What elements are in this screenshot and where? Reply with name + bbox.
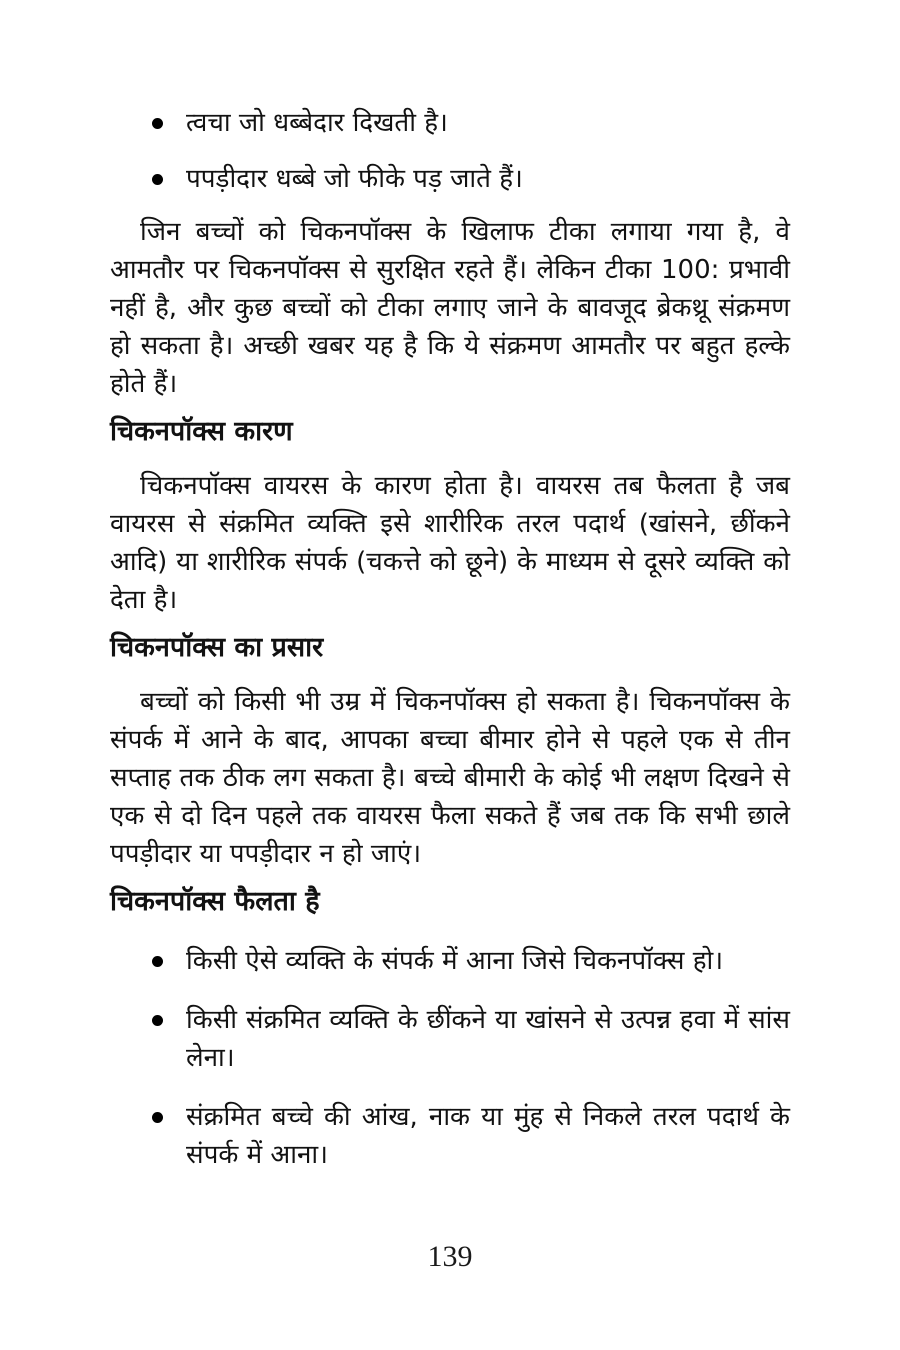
bullet-icon: [152, 1015, 163, 1026]
list-item: [110, 1098, 790, 1174]
bullet-icon: [152, 118, 163, 129]
bullet-icon: [152, 1112, 163, 1123]
bullet-text: त्वचा जो धब्बेदार दिखती है।: [186, 108, 448, 138]
page-number: 139: [427, 1240, 473, 1273]
page-content: [110, 104, 790, 1174]
transmission-bullet-list: [110, 942, 790, 1174]
section-heading-transmission: चिकनपॉक्स फैलता है: [110, 886, 320, 917]
list-item: [110, 104, 790, 142]
bullet-text: किसी ऐसे व्यक्ति के संपर्क में आना जिसे चिकनपॉक्स हो।: [186, 946, 724, 976]
bullet-text: किसी संक्रमित व्यक्ति के छींकने या खांसने से उत्पन्न हवा में सांस लेना।: [186, 1005, 790, 1073]
bullet-text: संक्रमित बच्चे की आंख, नाक या मुंह से निकले तरल पदार्थ के संपर्क में आना।: [186, 1102, 790, 1170]
spread-paragraph: बच्चों को किसी भी उम्र में चिकनपॉक्स हो सकता है। चिकनपॉक्स के संपर्क में आने के बाद, आपका बच्चा बीमार होने से पहले एक से तीन सप्ताह तक ठीक लग सकता है। बच्चे बीमारी के कोई भी लक्षण दिखने से एक से दो दिन पहले तक वायरस फैला सकते हैं जब तक कि सभी छाले पपड़ीदार या पपड़ीदार न हो जाएं।: [110, 687, 790, 869]
list-item: [110, 942, 790, 980]
section-heading-causes: चिकनपॉक्स कारण: [110, 416, 293, 447]
bullet-icon: [152, 174, 163, 185]
list-item: [110, 160, 790, 198]
bullet-icon: [152, 956, 163, 967]
bullet-text: पपड़ीदार धब्बे जो फीके पड़ जाते हैं।: [186, 164, 523, 194]
causes-paragraph: चिकनपॉक्स वायरस के कारण होता है। वायरस तब फैलता है जब वायरस से संक्रमित व्यक्ति इसे शारीरिक तरल पदार्थ (खांसने, छींकने आदि) या शारीरिक संपर्क (चकत्ते को छूने) के माध्यम से दूसरे व्यक्ति को देता है।: [110, 471, 790, 615]
section-heading-spread: चिकनपॉक्स का प्रसार: [110, 632, 324, 663]
intro-paragraph: जिन बच्चों को चिकनपॉक्स के खिलाफ टीका लगाया गया है, वे आमतौर पर चिकनपॉक्स से सुरक्षित रहते हैं। लेकिन टीका 100: प्रभावी नहीं है, और कुछ बच्चों को टीका लगाए जाने के बावजूद ब्रेकथ्रू संक्रमण हो सकता है। अच्छी खबर यह है कि ये संक्रमण आमतौर पर बहुत हल्के होते हैं।: [110, 217, 790, 399]
list-item: [110, 1001, 790, 1077]
symptom-bullet-list: [110, 104, 790, 198]
